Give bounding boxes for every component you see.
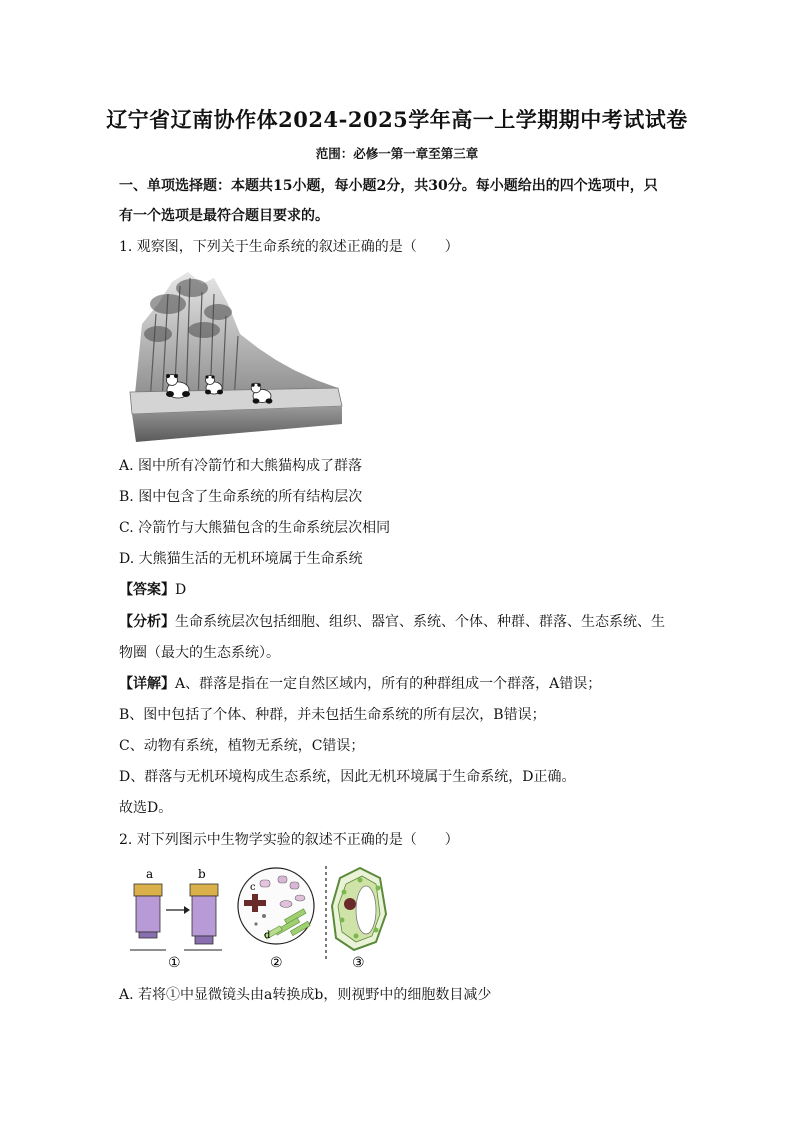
analysis-tag: 【分析】 [119, 614, 175, 630]
q1-detail-line1 [119, 674, 679, 694]
section-heading-line2: 有一个选项是最符合题目要求的。 [119, 208, 329, 224]
answer-tag: 【答案】 [119, 582, 175, 598]
q1-option-c: C. 冷箭竹与大熊猫包含的生命系统层次相同 [119, 520, 391, 536]
q2-experiment-figure [124, 864, 390, 976]
detail-tag: 【详解】 [119, 676, 175, 692]
q1-panda-habitat-figure [128, 264, 344, 444]
q2-option-a: A. 若将①中显微镜头由a转换成b，则视野中的细胞数目减少 [119, 987, 492, 1003]
section-heading-line1: 一、单项选择题：本题共15小题，每小题2分，共30分。每小题给出的四个选项中，只 [119, 178, 658, 194]
detail-text: A、群落是指在一定自然区域内，所有的种群组成一个群落，A错误； [175, 676, 602, 692]
figure-label-1: ① [168, 955, 181, 971]
lens-a-label: a [146, 867, 154, 881]
answer-value: D [175, 582, 187, 598]
page-subtitle: 范围：必修一第一章至第三章 [315, 146, 479, 161]
q1-conclusion: 故选D。 [119, 800, 173, 816]
plant-cell-icon [332, 868, 386, 950]
view-label-c: c [250, 882, 256, 893]
figure-label-2: ② [270, 955, 283, 971]
q1-answer [119, 580, 679, 600]
arrow-right-icon [166, 906, 190, 914]
q1-option-a: A. 图中所有冷箭竹和大熊猫构成了群落 [119, 458, 363, 474]
page-title: 辽宁省辽南协作体2024-2025学年高一上学期期中考试试卷 [106, 107, 688, 132]
q1-analysis-line1 [119, 612, 679, 632]
objective-lens-b-icon [190, 884, 218, 944]
q1-option-d: D. 大熊猫生活的无机环境属于生命系统 [119, 551, 363, 567]
microscope-view-icon [238, 868, 314, 944]
view-label-d: d [264, 930, 271, 941]
q1-stem: 1. 观察图，下列关于生命系统的叙述正确的是（ ） [119, 239, 459, 255]
q1-detail-line2: B、图中包括了个体、种群，并未包括生命系统的所有层次，B错误； [119, 707, 546, 723]
q1-detail-line4: D、群落与无机环境构成生态系统，因此无机环境属于生命系统，D正确。 [119, 769, 576, 785]
q1-option-b: B. 图中包含了生命系统的所有结构层次 [119, 489, 363, 505]
analysis-text: 生命系统层次包括细胞、组织、器官、系统、个体、种群、群落、生态系统、生 [175, 614, 665, 630]
q1-detail-line3: C、动物有系统，植物无系统，C错误； [119, 738, 365, 754]
lens-b-label: b [198, 867, 206, 881]
figure-label-3: ③ [352, 955, 365, 971]
objective-lens-a-icon [134, 884, 162, 938]
q2-stem: 2. 对下列图示中生物学实验的叙述不正确的是（ ） [119, 832, 459, 848]
q1-analysis-line2: 物圈（最大的生态系统）。 [119, 645, 280, 661]
